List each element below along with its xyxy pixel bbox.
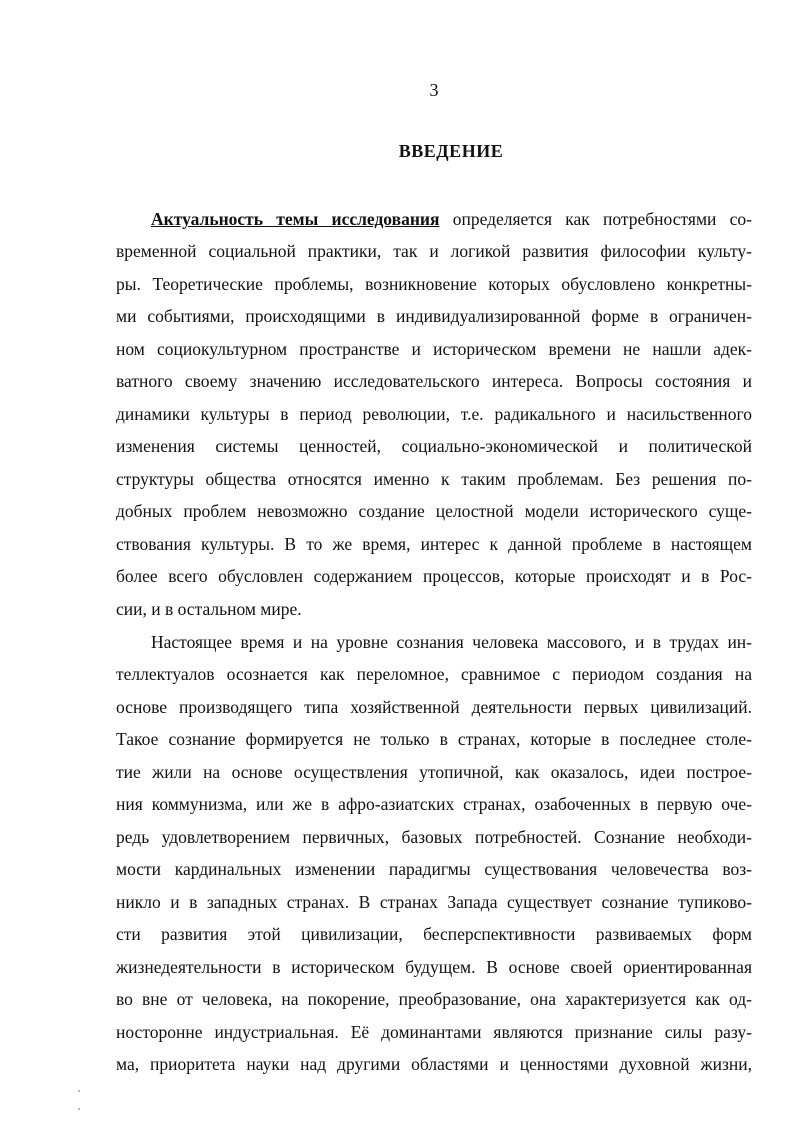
paragraph-1-line-11: ствования культуры. В то же время, интерес к данной проблеме в настоящем bbox=[116, 534, 752, 554]
paragraph-1-line-12: более всего обусловлен содержанием процессов, которые происходят и в Рос- bbox=[116, 566, 752, 586]
scan-mark bbox=[78, 1108, 80, 1110]
paragraph-2-line-6: ния коммунизма, или же в афро-азиатских странах, озабоченных в первую оче- bbox=[116, 794, 752, 814]
paragraph-1-line-5: ном социокультурном пространстве и историческом времени не нашли адек- bbox=[116, 339, 752, 359]
paragraph-1-line-4: ми событиями, происходящими в индивидуализированной форме в ограничен- bbox=[116, 306, 752, 326]
paragraph-2-line-13: носторонне индустриальная. Её доминантами являются признание силы разу- bbox=[116, 1022, 752, 1042]
paragraph-2-line-10: сти развития этой цивилизации, бесперспективности развиваемых форм bbox=[116, 924, 752, 944]
paragraph-1-line-2: временной социальной практики, так и логикой развития философии культу- bbox=[116, 241, 752, 261]
paragraph-1-line-6: ватного своему значению исследовательского интереса. Вопросы состояния и bbox=[116, 371, 752, 391]
paragraph-2-line-4: Такое сознание формируется не только в странах, которые в последнее столе- bbox=[116, 729, 752, 749]
paragraph-2-line-12: во вне от человека, на покорение, преобразование, она характеризуется как од- bbox=[116, 989, 752, 1009]
paragraph-1-line-9: структуры общества относятся именно к таким проблемам. Без решения по- bbox=[116, 469, 752, 489]
paragraph-1-line-3: ры. Теоретические проблемы, возникновение которых обусловлено конкретны- bbox=[116, 274, 752, 294]
scan-mark bbox=[78, 1090, 80, 1092]
page-number: 3 bbox=[429, 80, 439, 100]
paragraph-2-line-3: основе производящего типа хозяйственной деятельности первых цивилизаций. bbox=[116, 697, 752, 717]
paragraph-1-line-7: динамики культуры в период революции, т.е. радикального и насильственного bbox=[116, 404, 752, 424]
paragraph-1-line-1-text: определяется как потребностями со- bbox=[439, 209, 752, 229]
paragraph-1-line-1 bbox=[151, 207, 752, 231]
paragraph-2-line-7: редь удовлетворением первичных, базовых потребностей. Сознание необходи- bbox=[116, 827, 752, 847]
paragraph-2-line-5: тие жили на основе осуществления утопичной, как оказалось, идеи построе- bbox=[116, 762, 752, 782]
paragraph-1-line-10: добных проблем невозможно создание целостной модели исторического суще- bbox=[116, 501, 752, 521]
section-heading: ВВЕДЕНИЕ bbox=[398, 141, 504, 161]
paragraph-2-line-1: Настоящее время и на уровне сознания человека массового, и в трудах ин- bbox=[151, 632, 752, 652]
paragraph-1-line-8: изменения системы ценностей, социально-экономической и политической bbox=[116, 436, 752, 456]
paragraph-2-line-11: жизнедеятельности в историческом будущем. В основе своей ориентированная bbox=[116, 957, 752, 977]
lead-term: Актуальность темы исследования bbox=[151, 209, 440, 229]
paragraph-2-line-2: теллектуалов осознается как переломное, сравнимое с периодом создания на bbox=[116, 664, 752, 684]
paragraph-2-line-14: ма, приоритета науки над другими областями и ценностями духовной жизни, bbox=[116, 1054, 752, 1074]
paragraph-1-line-13: сии, и в остальном мире. bbox=[116, 599, 302, 619]
paragraph-2-line-9: никло и в западных странах. В странах Запада существует сознание тупиково- bbox=[116, 892, 752, 912]
paragraph-2-line-8: мости кардинальных изменении парадигмы существования человечества воз- bbox=[116, 859, 752, 879]
